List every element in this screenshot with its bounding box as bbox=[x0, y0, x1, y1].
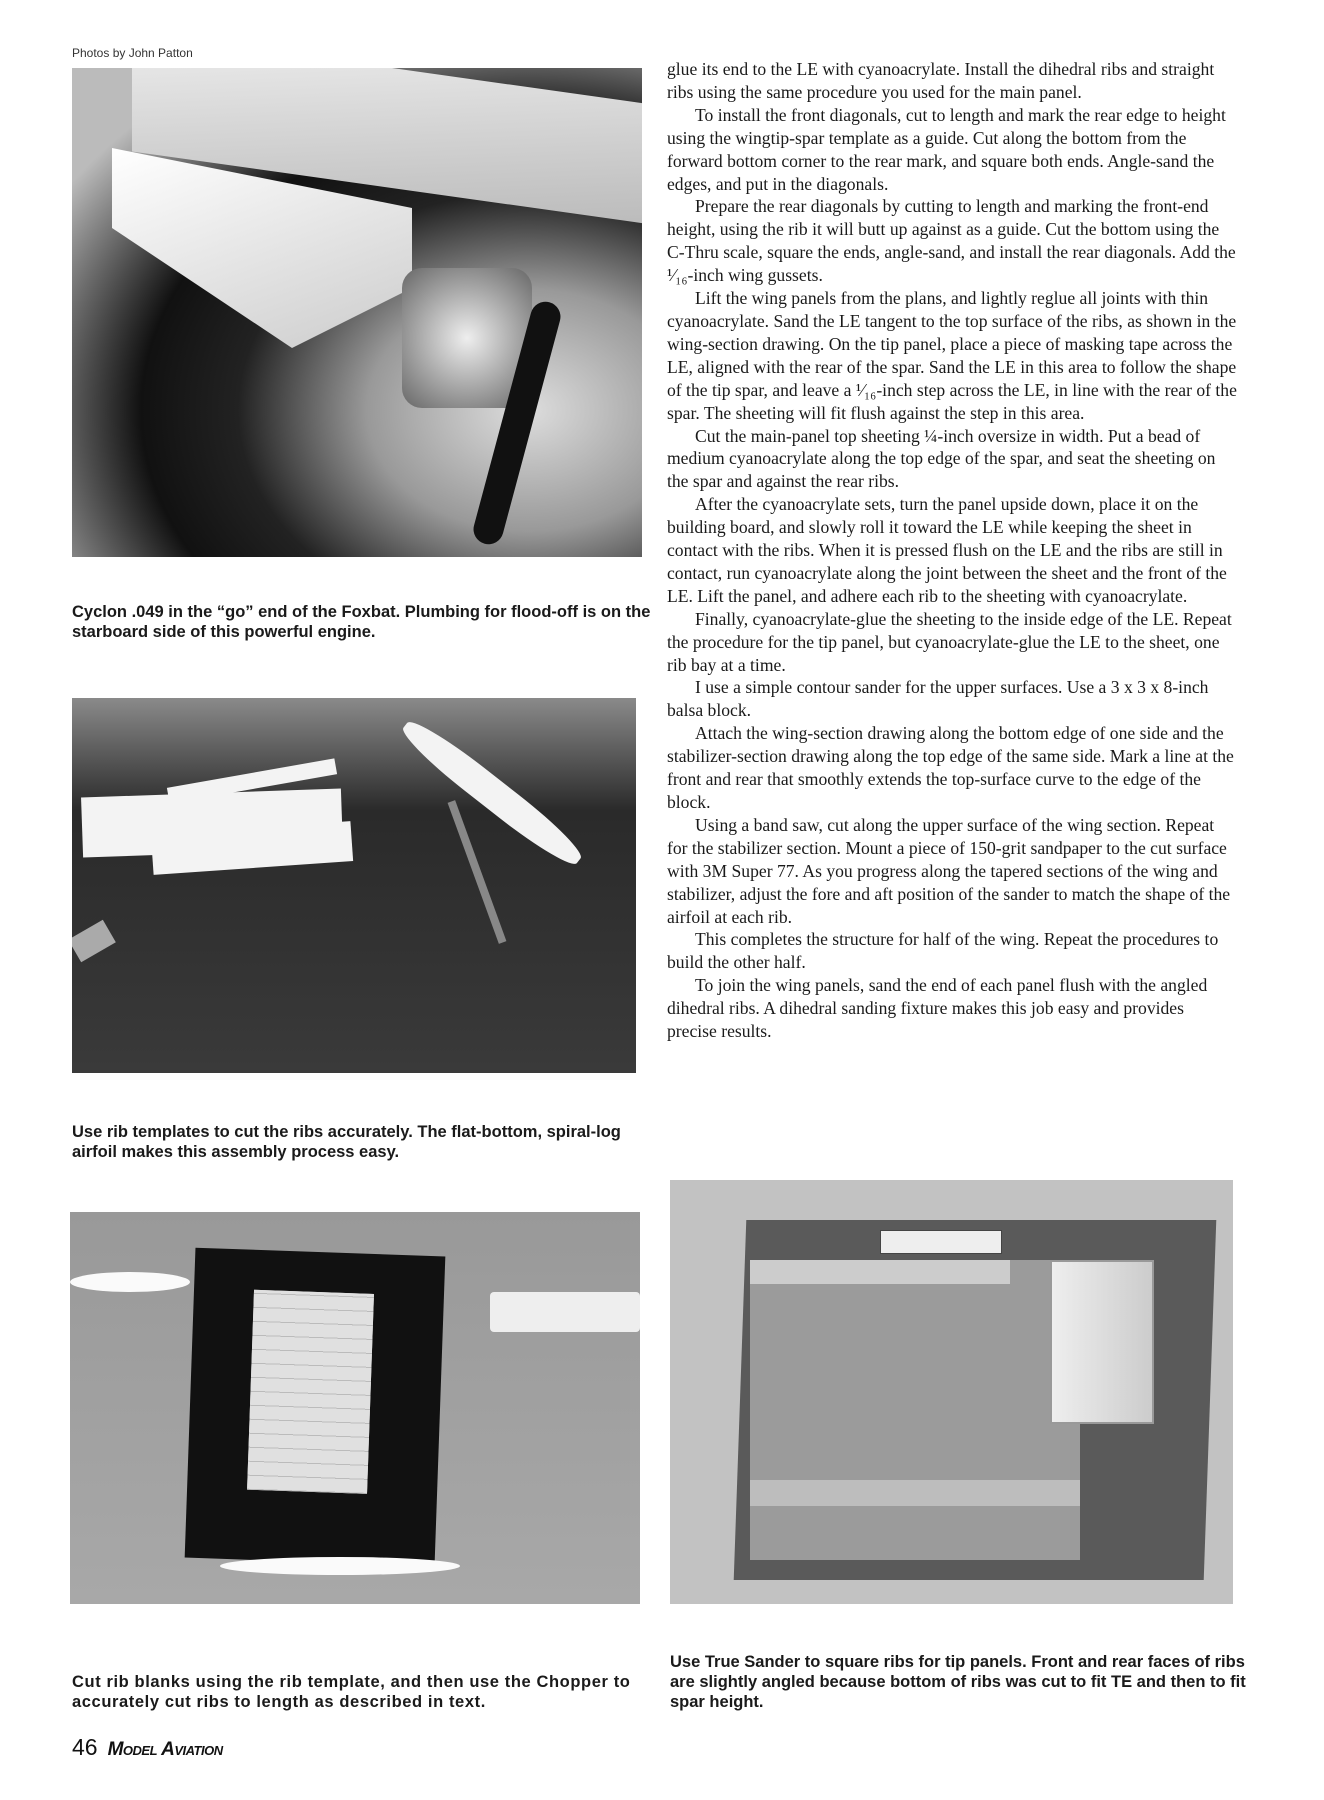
page-number: 46 bbox=[72, 1734, 98, 1760]
page-footer bbox=[72, 1734, 223, 1761]
photo-chopper-tool bbox=[70, 1212, 640, 1604]
magazine-name: Model Aviation bbox=[107, 1739, 223, 1760]
paragraph: Finally, cyanoacrylate-glue the sheeting to the inside edge of the LE. Repeat the procedure for the tip panel, but cyanoacrylate-glue the LE to the sheet, one rib bay at a time. bbox=[667, 608, 1232, 675]
paragraph: Lift the wing panels from the plans, and lightly reglue all joints with thin cyanoacrylate. Sand the LE tangent to the top surface of the ribs, as shown in the wing-section drawing. On the tip panel, place a piece of masking tape across the LE, aligned with the rear of the spar. Sand the LE in this area to follow the shape of the tip spar, and leave a ¹⁄₁₆-inch step across the LE, in line with the rear of the spar. The sheeting will fit flush against the step in this area. bbox=[667, 288, 1237, 423]
paragraph: Prepare the rear diagonals by cutting to length and marking the front-end height, using the rib it will butt up against as a guide. Cut the bottom using the C-Thru scale, square the ends, angle-sand, and install the rear diagonals. Add the ¹⁄₁₆-inch wing gussets. bbox=[667, 196, 1236, 286]
paragraph: To join the wing panels, sand the end of each panel flush with the angled dihedral ribs. A dihedral sanding fixture makes this job easy and provides precise results. bbox=[667, 975, 1208, 1042]
caption-photo-4: Use True Sander to square ribs for tip panels. Front and rear faces of ribs are slightly angled because bottom of ribs was cut to fit TE and then to fit spar height. bbox=[670, 1653, 1246, 1711]
caption-photo-2: Use rib templates to cut the ribs accurately. The flat-bottom, spiral-log airfoil makes this assembly process easy. bbox=[72, 1123, 621, 1161]
photo-rib-templates bbox=[72, 698, 636, 1073]
caption-photo-3: Cut rib blanks using the rib template, and then use the Chopper to accurately cut ribs to length as described in text. bbox=[72, 1673, 631, 1711]
photo-credit: Photos by John Patton bbox=[72, 46, 193, 60]
paragraph: glue its end to the LE with cyanoacrylate. Install the dihedral ribs and straight ribs using the same procedure you used for the main panel. bbox=[667, 59, 1215, 102]
paragraph: After the cyanoacrylate sets, turn the panel upside down, place it on the building board, and slowly roll it toward the LE while keeping the sheet in contact with the ribs. When it is pressed flush on the LE and the ribs are still in contact, run cyanoacrylate along the joint between the sheet and the front of the LE. Lift the panel, and adhere each rib to the sheeting with cyanoacrylate. bbox=[667, 494, 1227, 606]
photo-true-sander bbox=[670, 1180, 1233, 1604]
paragraph: Using a band saw, cut along the upper surface of the wing section. Repeat for the stabilizer section. Mount a piece of 150-grit sandpaper to the cut surface with 3M Super 77. As you progress along the tapered sections of the wing and stabilizer, adjust the fore and aft position of the sander to match the shape of the airfoil at each rib. bbox=[667, 814, 1231, 927]
caption-photo-1: Cyclon .049 in the “go” end of the Foxbat. Plumbing for flood-off is on the starboard side of this powerful engine. bbox=[72, 603, 651, 641]
paragraph: This completes the structure for half of the wing. Repeat the procedures to build the other half. bbox=[667, 929, 1219, 973]
paragraph: Attach the wing-section drawing along the bottom edge of one side and the stabilizer-section drawing along the top edge of the same side. Mark a line at the front and rear that smoothly extends the top-surface curve to the edge of the block. bbox=[667, 723, 1234, 812]
article-body bbox=[667, 58, 1237, 1043]
photo-engine-foxbat bbox=[72, 68, 642, 557]
paragraph: I use a simple contour sander for the upper surfaces. Use a 3 x 3 x 8-inch balsa block. bbox=[667, 677, 1209, 721]
paragraph: Cut the main-panel top sheeting ¼-inch oversize in width. Put a bead of medium cyanoacrylate along the top edge of the spar, and seat the sheeting on the spar and against the rear ribs. bbox=[667, 425, 1216, 492]
paragraph: To install the front diagonals, cut to length and mark the rear edge to height using the wingtip-spar template as a guide. Cut along the bottom from the forward bottom corner to the rear mark, and square both ends. Angle-sand the edges, and put in the diagonals. bbox=[667, 104, 1226, 194]
